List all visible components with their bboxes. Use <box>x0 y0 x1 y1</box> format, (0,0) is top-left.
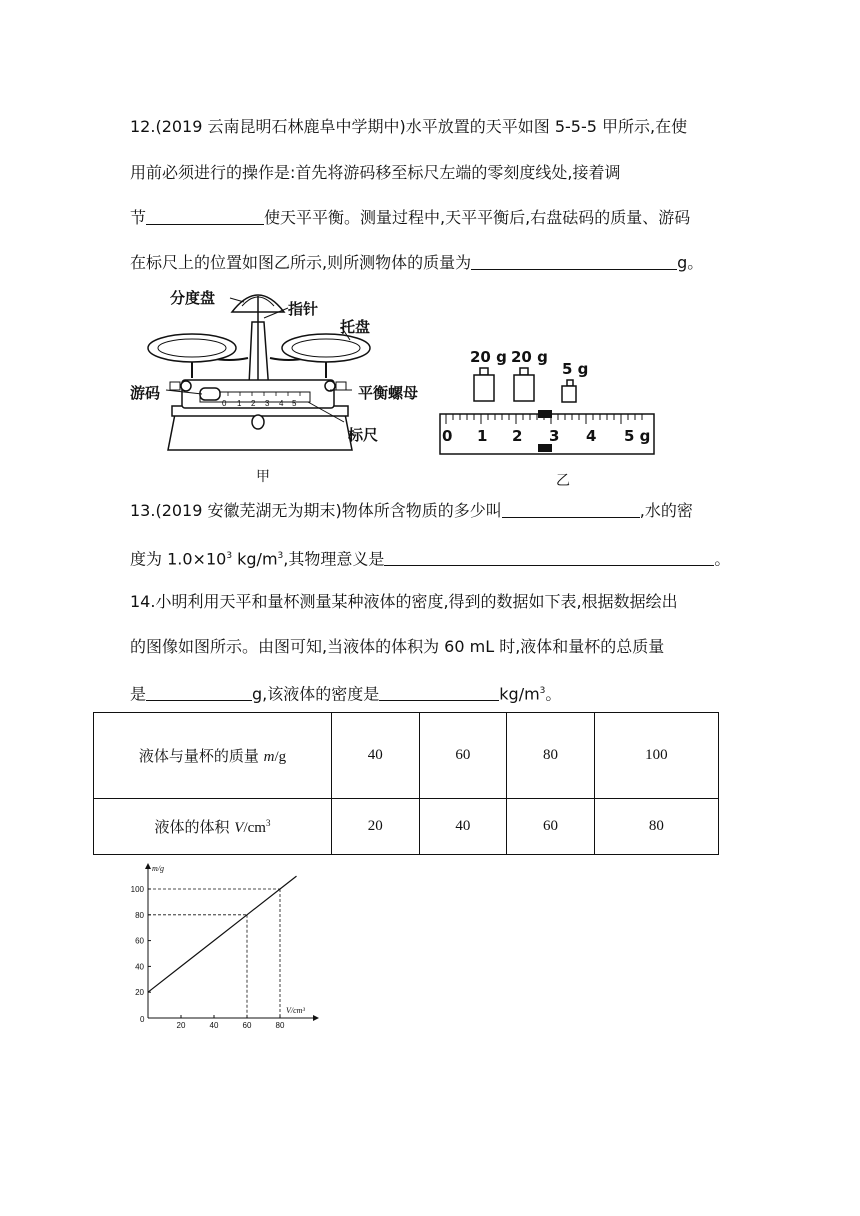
q14-line2: 的图像如图所示。由图可知,当液体的体积为 60 mL 时,液体和量杯的总质量 <box>130 637 665 656</box>
mass-volume-chart <box>120 860 330 1035</box>
x-tick-label: 40 <box>209 1021 219 1030</box>
mass-symbol: m <box>263 749 275 765</box>
q12-line4 <box>130 253 703 273</box>
label-rider: 游码 <box>130 384 161 402</box>
ruler-rider-bottom <box>538 444 552 452</box>
table-cell: 20 <box>332 799 420 855</box>
answer-blank-density[interactable] <box>379 684 499 701</box>
table-cell: 100 <box>594 713 718 799</box>
y-tick-label: 20 <box>135 988 144 998</box>
beam-tick-4: 4 <box>279 399 284 408</box>
beam-tick-5: 5 <box>292 399 297 408</box>
ruler-tick-4: 4 <box>586 427 597 445</box>
q14-line1: 14.小明利用天平和量杯测量某种液体的密度,得到的数据如下表,根据数据绘出 <box>130 592 678 611</box>
q13-line1-rest: ,水的密 <box>639 501 693 520</box>
q13-line2-start: 度为 1.0×10 <box>130 549 227 569</box>
q12-line4-unit: g。 <box>677 253 704 272</box>
q13-line2-mid: ,其物理意义是 <box>283 549 385 569</box>
q13-exp-2: 3 <box>277 551 284 561</box>
ruler-rider-top <box>538 410 552 418</box>
table-cell: 80 <box>507 713 595 799</box>
q12-line1: 12.(2019 云南昆明石林鹿阜中学期中)水平放置的天平如图 5-5-5 甲所示,在使 <box>130 117 688 136</box>
data-table <box>93 712 719 855</box>
q12-line4-start: 在标尺上的位置如图乙所示,则所测物体的质量为 <box>130 253 472 272</box>
q14-exp: 3 <box>539 686 546 696</box>
answer-blank-total-mass[interactable] <box>146 684 252 701</box>
answer-blank-meaning[interactable] <box>384 549 714 566</box>
q13-line2-unit: kg/m <box>232 549 278 569</box>
table-cell: 40 <box>332 713 420 799</box>
y-tick-label: 80 <box>135 910 144 920</box>
caption-jia: 甲 <box>256 469 270 485</box>
ruler-tick-0: 0 <box>442 427 453 445</box>
q12-line3-rest: 使天平平衡。测量过程中,天平平衡后,右盘砝码的质量、游码 <box>264 208 691 227</box>
x-tick-label: 20 <box>176 1021 186 1030</box>
rider-shape <box>200 388 220 400</box>
q13-line2 <box>130 546 730 569</box>
beam-tick-0: 0 <box>222 399 227 408</box>
table-cell: 60 <box>507 799 595 855</box>
x-axis-label: V/cm³ <box>286 1006 305 1015</box>
q14-line3-unit: kg/m <box>499 684 540 704</box>
table-row-mass <box>94 713 719 799</box>
label-nut: 平衡螺母 <box>358 384 419 402</box>
caption-yi: 乙 <box>556 473 570 489</box>
y-tick-label: 100 <box>130 885 144 894</box>
q12-line3-start: 节 <box>130 208 147 227</box>
mass-header-text: 液体与量杯的质量 <box>138 747 264 765</box>
q12-line2: 用前必须进行的操作是:首先将游码移至标尺左端的零刻度线处,接着调 <box>130 163 621 182</box>
q13-line1 <box>130 501 693 521</box>
x-tick-label: 60 <box>242 1021 252 1030</box>
volume-symbol: V <box>234 820 244 836</box>
q13-exp-1: 3 <box>226 551 233 561</box>
q12-line3 <box>130 208 690 228</box>
label-dial: 分度盘 <box>170 289 216 307</box>
table-cell: 80 <box>594 799 718 855</box>
answer-blank-mass-definition[interactable] <box>502 501 640 518</box>
q14-line3 <box>130 681 561 704</box>
weight-label-2: 20 g <box>511 348 548 366</box>
volume-header-text: 液体的体积 <box>154 818 235 836</box>
answer-blank-adjust[interactable] <box>146 208 264 225</box>
x-tick-label: 80 <box>275 1021 285 1030</box>
table-cell: 60 <box>419 713 507 799</box>
table-header-volume <box>94 799 332 855</box>
volume-unit: /cm <box>243 820 266 836</box>
series-line <box>148 876 297 992</box>
q14-line3-end: 。 <box>545 684 562 704</box>
label-scale: 标尺 <box>348 426 379 444</box>
y-tick-label: 60 <box>135 936 144 946</box>
label-pan: 托盘 <box>340 318 371 336</box>
q14-line3-mid: g,该液体的密度是 <box>252 684 380 704</box>
q14-line3-start: 是 <box>130 684 147 704</box>
volume-unit-exp: 3 <box>265 818 271 828</box>
ruler-tick-3: 3 <box>549 427 560 445</box>
ruler-tick-5: 5 g <box>624 427 651 445</box>
beam-tick-3: 3 <box>265 399 270 408</box>
y-axis-label: m/g <box>152 864 164 873</box>
q13-line1-start: 13.(2019 安徽芜湖无为期末)物体所含物质的多少叫 <box>130 501 502 520</box>
ruler-tick-1: 1 <box>477 427 488 445</box>
table-header-mass <box>94 713 332 799</box>
weight-label-3: 5 g <box>562 360 589 378</box>
weight-label-1: 20 g <box>470 348 507 366</box>
q13-line2-end: 。 <box>714 549 731 569</box>
table-row-volume <box>94 799 719 855</box>
answer-blank-mass[interactable] <box>471 253 677 270</box>
label-pointer: 指针 <box>288 300 319 318</box>
beam-tick-1: 1 <box>237 399 242 408</box>
y-tick-label: 40 <box>135 962 144 972</box>
beam-tick-2: 2 <box>251 399 256 408</box>
origin-label: 0 <box>140 1015 145 1024</box>
ruler-tick-2: 2 <box>512 427 523 445</box>
mass-unit: /g <box>274 749 287 765</box>
table-cell: 40 <box>419 799 507 855</box>
